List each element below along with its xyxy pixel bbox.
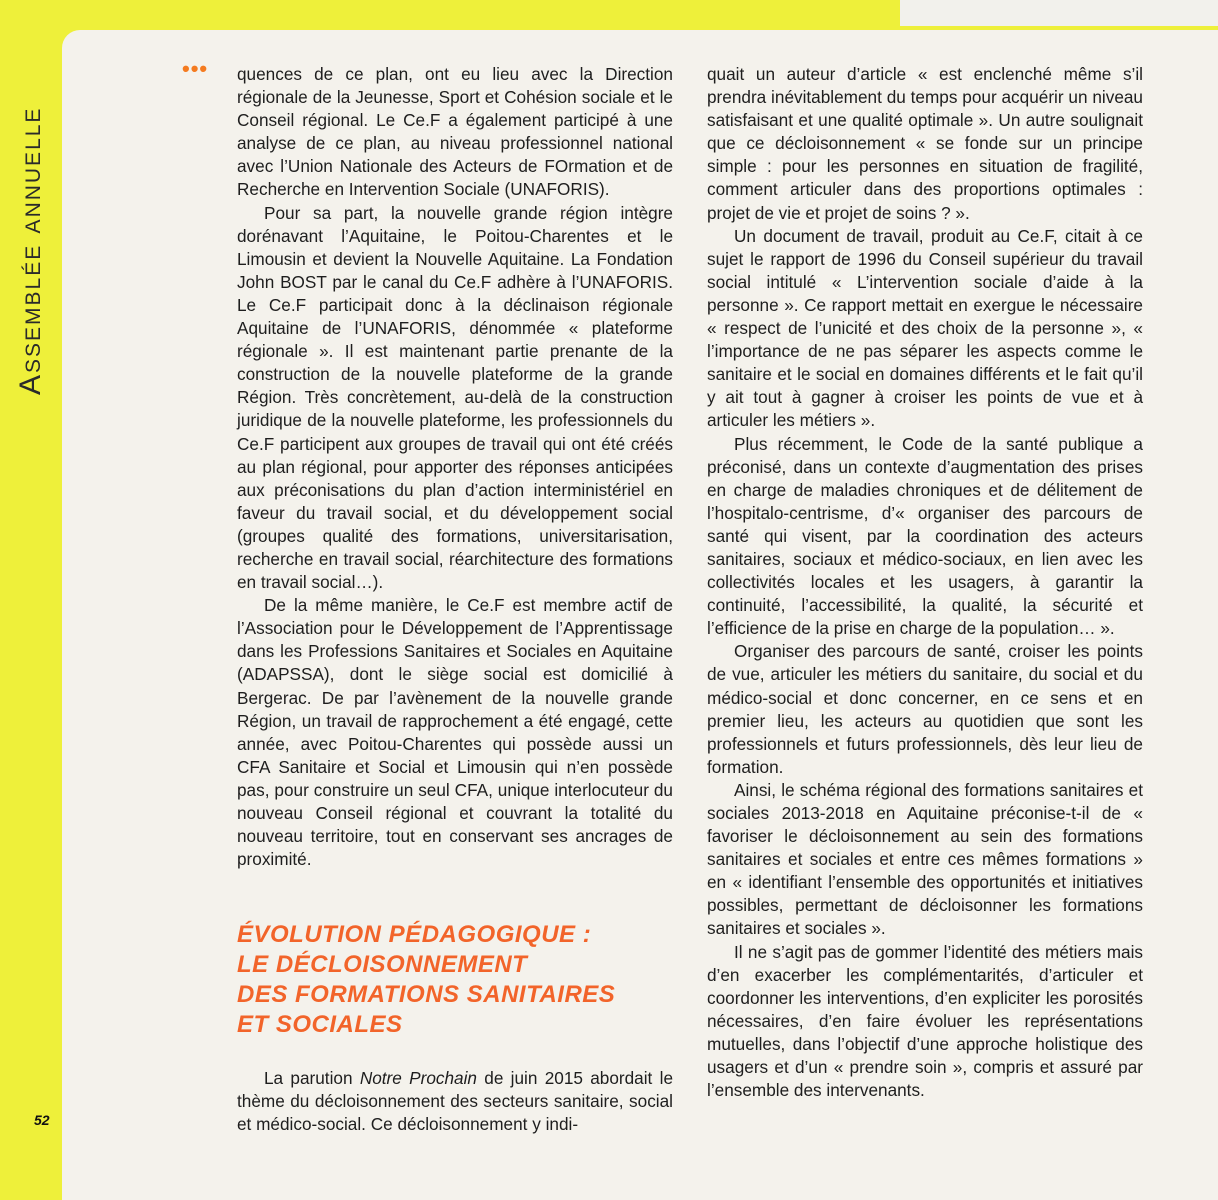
- right-paragraph-1: quait un auteur d’article « est enclenché même s’il prendra inévitablement du temps pour acquérir un niveau satisfaisant et une qualité optimale ». Un autre soulignait que ce décloisonnement « se fonde sur un principe simple : pour les personnes en situation de fragilité, comment articuler dans des proportions optimales : projet de vie et projet de soins ? ».: [707, 64, 1143, 223]
- left-paragraph-1: quences de ce plan, ont eu lieu avec la Direction régionale de la Jeunesse, Sport et Cohésion sociale et le Conseil régional. Le Ce.F a également participé à une analyse de ce plan, au niveau professionnel national avec l’Union Nationale des Acteurs de FOrmation et de Recherche en Intervention Sociale (UNAFORIS).: [237, 64, 673, 200]
- right-paragraph-6: Il ne s’agit pas de gommer l’identité des métiers mais d’en exacerber les complémentarités, d’articuler et coordonner les interventions, d’en expliciter les porosités nécessaires, d’en faire évoluer les représentations mutuelles, dans l’objectif d’une approche holistique des usagers et d’un « prendre soin », compris et assuré par l’ensemble des intervenants.: [707, 941, 1143, 1101]
- right-paragraph-4: Organiser des parcours de santé, croiser les points de vue, articuler les métiers du sanitaire, du social et du médico-social et donc concerner, en ce sens et en premier lieu, les acteurs au quotidien que sont les professionnels et futurs professionnels, dès leur lieu de formation.: [707, 641, 1143, 777]
- left-paragraph-3: De la même manière, le Ce.F est membre actif de l’Association pour le Développement de l’Apprentissage dans les Professions Sanitaires et Sociales en Aquitaine (ADAPSSA), dont le siège social est domicilié à Bergerac. De par l’avènement de la nouvelle grande Région, un travail de rapprochement a été engagé, cette année, avec Poitou-Charentes qui possède aussi un CFA Sanitaire et Social et Limousin qui n’en possède pas, pour construire un seul CFA, unique interlocuteur du nouveau Conseil régional et couvrant la totalité du nouveau territoire, tout en conservant ses ancrages de proximité.: [237, 595, 673, 870]
- section-label: Assemblée annuelle: [14, 106, 47, 395]
- section-heading: [237, 920, 677, 1040]
- closing-text-after: de juin 2015 abordait le thème du décloisonnement des secteurs sanitaire, social et médico-social. Ce décloisonnement y indi-: [237, 1068, 674, 1135]
- top-edge-strip: [900, 0, 1218, 26]
- heading-line-3: DES FORMATIONS SANITAIRES: [237, 981, 616, 1008]
- right-paragraph-2: Un document de travail, produit au Ce.F, citait à ce sujet le rapport de 1996 du Conseil supérieur du travail social intitulé « L’intervention sociale d’aide à la personne ». Ce rapport mettait en exergue le nécessaire « respect de l’unicité et des choix de la personne », « l’importance de ne pas séparer les aspects comme le sanitaire et le social en domaines différents et le fait qu’il y ait tout à gagner à croiser les points de vue et à articuler les métiers ».: [707, 225, 1143, 431]
- heading-line-1: ÉVOLUTION PÉDAGOGIQUE :: [237, 921, 592, 948]
- closing-text-before: La parution: [264, 1068, 360, 1088]
- left-column: [237, 63, 673, 871]
- right-paragraph-3: Plus récemment, le Code de la santé publique a préconisé, dans un contexte d’augmentation des prises en charge de maladies chroniques et de délitement de l’hospitalo-centrisme, d’« organiser des parcours de santé qui visent, par la coordination des acteurs sanitaires, sociaux et médico-sociaux, en lien avec les collectivités locales et les usagers, à garantir la continuité, l’accessibilité, la qualité, la sécurité et l’efficience de la prise en charge de la population… ».: [707, 433, 1143, 639]
- closing-paragraph: [237, 1067, 673, 1136]
- page-number: 52: [34, 1112, 50, 1128]
- right-paragraph-5: Ainsi, le schéma régional des formations sanitaires et sociales 2013-2018 en Aquitaine préconise-t-il de « favoriser le décloisonnement au sein des formations sanitaires et sociales et entre ces mêmes formations » en « identifiant l’ensemble des opportunités et initiatives possibles, permettant de décloisonner les formations sanitaires et sociales ».: [707, 779, 1143, 939]
- right-column: [707, 63, 1143, 1102]
- left-paragraph-2: Pour sa part, la nouvelle grande région intègre dorénavant l’Aquitaine, le Poitou-Charentes et le Limousin et devient la Nouvelle Aquitaine. La Fondation John BOST par le canal du Ce.F adhère à l’UNAFORIS. Le Ce.F participait donc à la déclinaison régionale Aquitaine de l’UNAFORIS, dénommée « plateforme régionale ». Il est maintenant partie prenante de la construction de la nouvelle plateforme de la grande Région. Très concrètement, au-delà de la construction juridique de la nouvelle plateforme, les professionnels du Ce.F participent aux groupes de travail qui ont été créés au plan régional, pour apporter des réponses anticipées aux préconisations du plan d’action interministériel en faveur du travail social, et du développement social (groupes qualité des formations, universitarisation, recherche en travail social, réarchitecture des formations en travail social…).: [237, 202, 673, 593]
- continuation-marker: •••: [182, 56, 209, 81]
- heading-line-2: LE DÉCLOISONNEMENT: [237, 951, 528, 978]
- heading-line-4: ET SOCIALES: [237, 1011, 403, 1038]
- left-column-closing: [237, 1067, 673, 1136]
- publication-title: Notre Prochain: [359, 1068, 477, 1088]
